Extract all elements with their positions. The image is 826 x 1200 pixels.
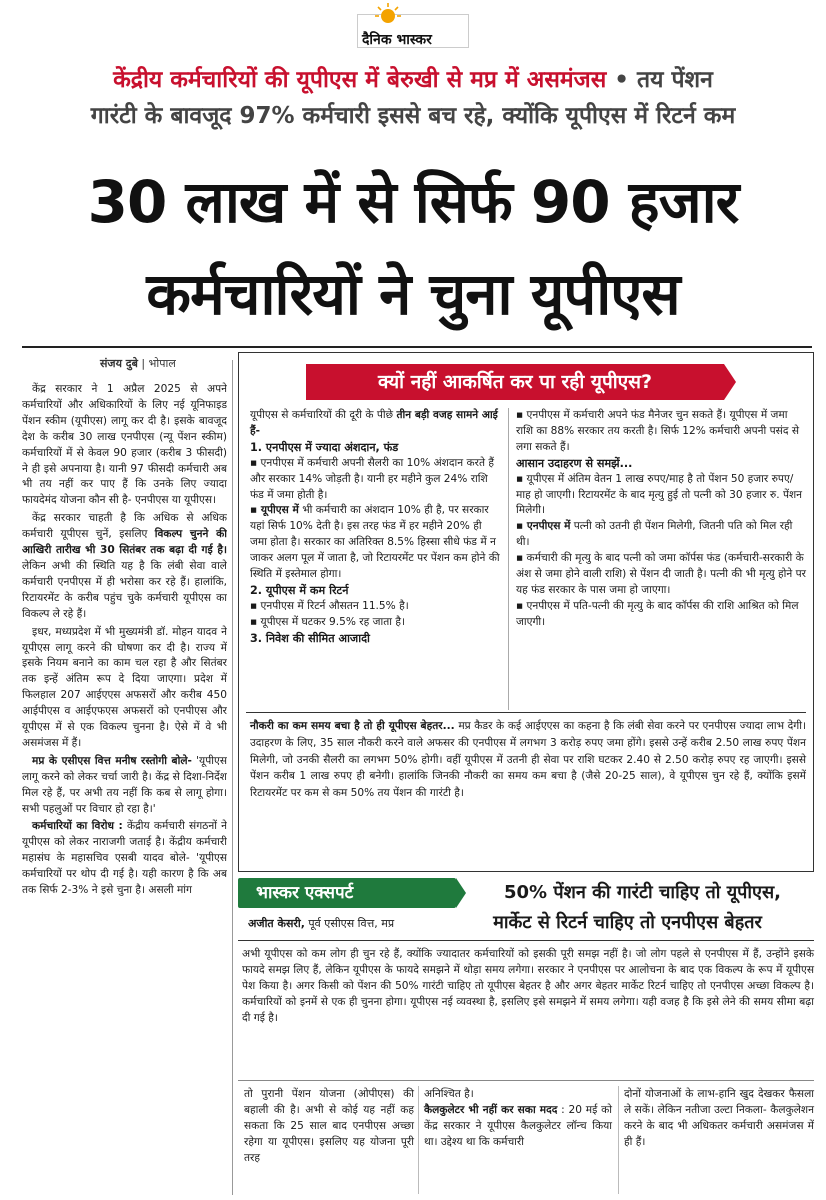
bottom-col-divider-1 <box>418 1086 419 1194</box>
headline-line-2: कर्मचारियों ने चुना यूपीएस <box>146 260 680 328</box>
reason-3-heading: 3. निवेश की सीमित आजादी <box>250 631 370 645</box>
example-heading: आसान उदाहरण से समझें... <box>516 456 633 470</box>
byline <box>100 356 176 371</box>
paragraph-2-end: लेकिन अभी की स्थिति यह है कि लंबी सेवा वाले कर्मचारी एनपीएस में ही भरोसा कर रहे हैं। हालांकि, रिटायरमेंट के करीब पहुंच चुके कर्मचारी यूपीएस का विकल्प ले रहे हैं। <box>22 559 227 620</box>
calculator-text: : 20 मई को केंद्र सरकार ने यूपीएस कैलकुलेटर लॉन्च किया था। उद्देश्य था कि कर्मचारी <box>424 1104 612 1148</box>
bottom-col-1: तो पुरानी पेंशन योजना (ओपीएस) की बहाली की है। अभी से कोई यह नहीं कह सकता कि 25 साल बाद एनपीएस अच्छा रहेगा या यूपीएस। इसलिए यह योजना पूरी तरह <box>244 1088 414 1164</box>
acs-quote-lead: मप्र के एसीएस वित्त मनीष रस्तोगी बोले- <box>32 754 192 767</box>
reason-1-bullet-2-lead: ▪ यूपीएस में <box>250 504 299 517</box>
kicker-rest: तय पेंशन <box>636 67 713 93</box>
kicker-line-2: गारंटी के बावजूद 97% कर्मचारी इससे बच रहे, क्योंकि यूपीएस में रिटर्न कम <box>90 103 736 129</box>
reason-2-bullet-1: ▪ एनपीएस में रिटर्न औसतन 11.5% है। <box>250 599 409 612</box>
box-intro <box>250 408 500 440</box>
example-bullet-1: ▪ यूपीएस में अंतिम वेतन 1 लाख रुपए/माह है तो पेंशन 50 हजार रुपए/माह हो जाएगी। रिटायरमेंट के बाद मृत्यु हुई तो पत्नी को 30 हजार रु. पेंशन मिलेगी। <box>516 472 803 517</box>
expert-badge: भास्कर एक्सपर्ट <box>238 878 456 908</box>
paragraph-5 <box>22 819 227 899</box>
kicker-line-1 <box>0 62 826 94</box>
expert-title: पूर्व एसीएस वित्त, मप्र <box>304 917 395 930</box>
explainer-col-2 <box>516 408 806 631</box>
badge-arrow-icon <box>456 878 466 908</box>
paragraph-2-start: केंद्र सरकार चाहती है कि अधिक से अधिक कर्मचारी यूपीएस चुनें, इसलिए <box>22 512 227 541</box>
column-divider <box>232 360 233 1195</box>
byline-separator: | <box>137 357 149 370</box>
box-intro-a: यूपीएस से कर्मचारियों की दूरी के पीछे <box>250 409 397 421</box>
protest-text: केंद्रीय कर्मचारी संगठनों ने यूपीएस को लेकर नाराजगी जताई है। केंद्रीय कर्मचारी महासंघ के महासचिव एसबी यादव बोले- 'यूपीएस कर्मचारियों पर थोप दी गई है। यही कारण है कि अब तक सिर्फ 2-3% ने इसे चुना है। असली मांग <box>22 820 227 897</box>
note-text: मप्र कैडर के कई आईएएस का कहना है कि लंबी सेवा करने पर एनपीएस ज्यादा लाभ देगी। उदाहरण के लिए, 35 साल नौकरी करने वाले अफसर की एनपीएस में लगभग 3 करोड़ रुपए जमा होंगे। इससे उन्हें करीब 2.50 लाख रुपए पेंशन मिलेगी, जो उनकी सैलरी का लगभग 50% होगी। वहीं यूपीएस में उतनी ही सेवा पर राशि घटकर 2.40 से 2.50 करोड़ रुपए रह जाएगी। इससे पेंशन करीब 1 लाख रुपए ही बनेगी। हालांकि जिनकी नौकरी का समय कम बचा है (जैसे 20-25 साल), वे यूपीएस चुन रहे हैं, क्योंकि इसमें रिटायरमेंट पर कम से कम 50% तय पेंशन की गारंटी है। <box>250 720 806 800</box>
reason-1-bullet-2-text: भी कर्मचारी का अंशदान 10% ही है, पर सरकार यहां सिर्फ 10% देती है। इस तरह फंड में हर महीने 20% ही जमा होता है। सरकार का अतिरिक्त 8.5% हिस्सा सीधे फंड में न जाकर अलग पूल में जाता है, जो रिटायरमेंट पर पेंशन कम होने की स्थिति में इस्तेमाल होगा। <box>250 504 500 581</box>
calculator-lead: कैलकुलेटर भी नहीं कर सका मदद <box>424 1104 558 1116</box>
expert-headline-2: मार्केट से रिटर्न चाहिए तो एनपीएस बेहतर <box>493 912 762 933</box>
paragraph-3: इधर, मध्यप्रदेश में भी मुख्यमंत्री डॉ. मोहन यादव ने यूपीएस लागू करने की घोषणा कर दी है। राज्य में इसके नियम बनाने का काम चल रहा है और सितंबर तक इन्हें अंतिम रूप दे दिया जाएगा। प्रदेश में फिलहाल 207 आईएएस अफसरों और करीब 450 आईपीएस व आईएफएस अफसरों को एनपीएस और यूपीएस में से एक विकल्प चुनना है। ऐसे में वे भी असमंजस में हैं। <box>22 625 227 749</box>
expert-divider <box>238 940 814 941</box>
expert-headline-1: 50% पेंशन की गारंटी चाहिए तो यूपीएस, <box>504 882 781 903</box>
example-bullet-4: ▪ एनपीएस में पति-पत्नी की मृत्यु के बाद कॉर्पस की राशि आश्रित को मिल जाएगी। <box>516 599 799 628</box>
logo-text: दैनिक भास्कर <box>362 32 432 48</box>
paragraph-1: केंद्र सरकार ने 1 अप्रैल 2025 से अपने कर्मचारियों और अधिकारियों के लिए नई यूनिफाइड पेंशन स्कीम (यूपीएस) लागू कर दी है। इसके बावजूद देश के करीब 30 लाख एनपीएस (न्यू पेंशन स्कीम) कर्मचारियों में से केवल 90 हजार (करीब 3 फीसदी) ने ही इसे अपनाया है। यानी 97 फीसदी कर्मचारी अब भी तय नहीं कर पाए हैं कि उनके लिए ज्यादा फायदेमंद योजना कौन सी है- एनपीएस या यूपीएस। <box>22 383 227 507</box>
top-divider <box>22 346 812 348</box>
reason-1-bullet-2 <box>250 503 500 583</box>
bottom-col-divider-2 <box>618 1086 619 1194</box>
expert-name: अजीत केसरी, <box>248 917 305 930</box>
reason-2-heading: 2. यूपीएस में कम रिटर्न <box>250 583 349 597</box>
reason-3-bullet: ▪ एनपीएस में कर्मचारी अपने फंड मैनेजर चुन सकते हैं। यूपीएस में जमा राशि का 88% सरकार तय करती है। सिर्फ 12% कर्मचारी अपनी पसंद से लगा सकते हैं। <box>516 409 799 453</box>
example-bullet-2 <box>516 519 806 551</box>
note-divider <box>246 712 806 713</box>
expert-body: अभी यूपीएस को कम लोग ही चुन रहे हैं, क्योंकि ज्यादातर कर्मचारियों को इसकी पूरी समझ नहीं है। जो लोग पहले से एनपीएस में हैं, उन्होंने इसके फायदे समझ लिए हैं, लेकिन यूपीएस के फायदे समझने में थोड़ा समय लगेगा। सरकार ने एनपीएस पर आलोचना के बाद एक विकल्प के रूप में यूपीएस पेश किया है। अगर किसी को पेंशन की 50% गारंटी चाहिए तो यूपीएस बेहतर है और अगर बेहतर मार्केट रिटर्न चाहिए तो एनपीएस अच्छा विकल्प है। कर्मचारियों को इनमें से एक ही चुनना होगा। यूपीएस नई व्यवस्था है, इसलिए इसे समझने में समय लगेगा। यही वजह है कि इसे लेने की समय सीमा बढ़ा दी गई है। <box>242 948 814 1024</box>
note-lead: नौकरी का कम समय बचा है तो ही यूपीएस बेहतर... <box>250 720 455 732</box>
kicker-red: केंद्रीय कर्मचारियों की यूपीएस में बेरुखी से मप्र में असमंजस <box>113 67 607 93</box>
sun-logo-icon <box>374 2 402 24</box>
headline-line-1: 30 लाख में से सिर्फ 90 हजार <box>87 168 739 236</box>
deadline-highlight: विकल्प चुनने की आखिरी तारीख भी 30 सितंबर तक बढ़ा दी गई है। <box>22 528 227 557</box>
left-column-article <box>22 382 227 1194</box>
explainer-divider <box>508 408 509 710</box>
example-bullet-3: ▪ कर्मचारी की मृत्यु के बाद पत्नी को जमा कॉर्पस फंड (कर्मचारी-सरकारी के अंश से जमा होने वाली राशि) से पेंशन दी जाती है। पत्नी की भी मृत्यु होने पर यह फंड सरकार के पास जमा हो जाएगा। <box>516 552 807 596</box>
bottom-divider <box>238 1080 814 1081</box>
kicker-separator: • <box>606 67 637 93</box>
paragraph-4 <box>22 754 227 818</box>
reason-1-heading: 1. एनपीएस में ज्यादा अंशदान, फंड <box>250 440 399 454</box>
bottom-col-3: दोनों योजनाओं के लाभ-हानि खुद देखकर फैसला ले सकें। लेकिन नतीजा उल्टा निकला- कैलकुलेशन करने के बाद भी अधिकतर कर्मचारी असमंजस में ही हैं। <box>624 1088 814 1148</box>
explainer-box-title: क्यों नहीं आकर्षित कर पा रही यूपीएस? <box>306 364 724 400</box>
byline-place: भोपाल <box>148 357 176 370</box>
example-bullet-2-lead: ▪ एनपीएस में <box>516 520 571 533</box>
title-arrow-icon <box>724 364 736 400</box>
byline-author: संजय दुबे <box>100 357 138 370</box>
bottom-col-2 <box>424 1086 612 1150</box>
reason-1-bullet-1: ▪ एनपीएस में कर्मचारी अपनी सैलरी का 10% अंशदान करते हैं और सरकार 14% जोड़ती है। यानी हर महीने कुल 24% राशि फंड में जमा होती है। <box>250 456 494 501</box>
service-length-note <box>250 718 806 802</box>
paragraph-2 <box>22 511 227 622</box>
example-bullet-2-text: पत्नी को उतनी ही पेंशन मिलेगी, जितनी पति को मिल रही थी। <box>516 520 793 549</box>
acs-quote: 'यूपीएस लागू करने को लेकर चर्चा जारी है। केंद्र से दिशा-निर्देश मिल रहे हैं, पर अभी तय नहीं कि कब से लागू होगा। सभी पहलुओं पर विचार हो रहा है।' <box>22 754 227 815</box>
explainer-col-1 <box>250 408 500 647</box>
bottom-col-2-start: अनिश्चित है। <box>424 1088 474 1100</box>
reason-2-bullet-2: ▪ यूपीएस में घटकर 9.5% रह जाता है। <box>250 615 405 628</box>
expert-byline <box>248 916 394 931</box>
box-intro-b: तीन बड़ी वजह सामने आई हैं- <box>250 409 498 437</box>
protest-lead: कर्मचारियों का विरोध : <box>32 820 123 833</box>
